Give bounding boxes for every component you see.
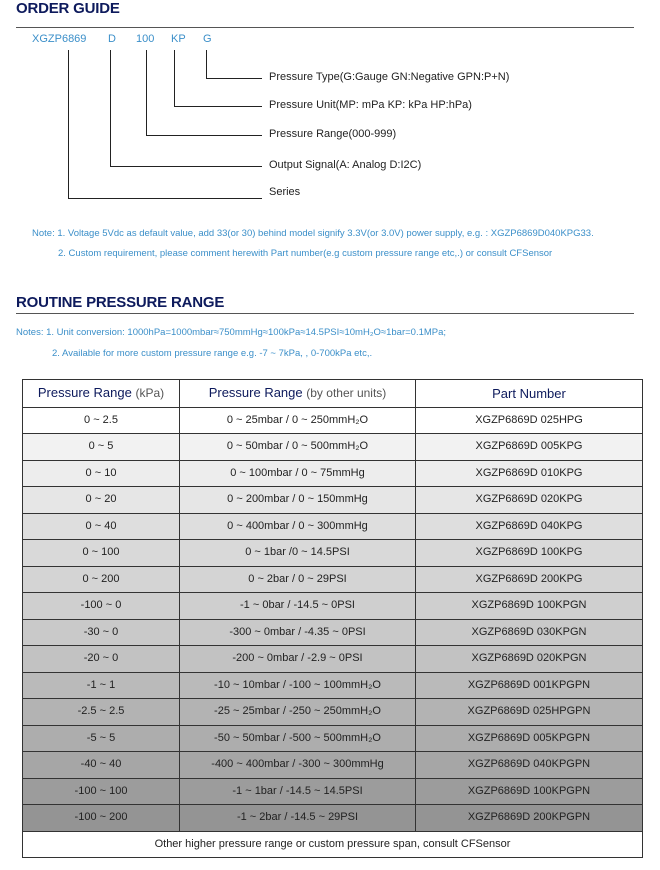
cell-range-kpa: -100 ~ 100 (23, 778, 180, 805)
cell-range-kpa: -40 ~ 40 (23, 752, 180, 779)
order-guide-rule (16, 27, 634, 28)
table-row (23, 805, 643, 832)
cell-range-other: -10 ~ 10mbar / -100 ~ 100mmH₂O (180, 672, 416, 699)
cell-range-other: 0 ~ 2bar / 0 ~ 29PSI (180, 566, 416, 593)
table-header-row (23, 380, 643, 408)
model-part-type: G (203, 33, 212, 45)
table-row (23, 699, 643, 726)
desc-output-signal: Output Signal(A: Analog D:I2C) (269, 159, 422, 171)
table-footer-row (23, 831, 643, 858)
cell-range-kpa: -2.5 ~ 2.5 (23, 699, 180, 726)
cell-range-other: 0 ~ 1bar /0 ~ 14.5PSI (180, 540, 416, 567)
desc-pressure-unit: Pressure Unit(MP: mPa KP: kPa HP:hPa) (269, 99, 472, 111)
cell-range-other: -1 ~ 2bar / -14.5 ~ 29PSI (180, 805, 416, 832)
order-guide-title: ORDER GUIDE (16, 0, 120, 17)
cell-range-kpa: 0 ~ 10 (23, 460, 180, 487)
cell-range-other: 0 ~ 25mbar / 0 ~ 250mmH₂O (180, 407, 416, 434)
desc-pressure-type: Pressure Type(G:Gauge GN:Negative GPN:P+N) (269, 71, 510, 83)
routine-title: ROUTINE PRESSURE RANGE (16, 294, 225, 311)
table-row (23, 593, 643, 620)
routine-rule (16, 313, 634, 314)
table-row (23, 460, 643, 487)
cell-range-kpa: 0 ~ 200 (23, 566, 180, 593)
routine-note-1: Notes: 1. Unit conversion: 1000hPa=1000mbar≈750mmHg≈100kPa≈14.5PSI≈10mH₂O≈1bar=0.1MPa; (16, 327, 447, 338)
table-row (23, 752, 643, 779)
cell-range-kpa: 0 ~ 5 (23, 434, 180, 461)
model-part-unit: KP (171, 33, 186, 45)
table-row (23, 725, 643, 752)
cell-part-number: XGZP6869D 010KPG (416, 460, 643, 487)
order-note-1: Note: 1. Voltage 5Vdc as default value, add 33(or 30) behind model signify 3.3V(or 3.0V) power supply, e.g. : XGZP6869D040KPG33. (32, 228, 594, 239)
cell-range-other: -50 ~ 50mbar / -500 ~ 500mmH₂O (180, 725, 416, 752)
cell-part-number: XGZP6869D 020KPG (416, 487, 643, 514)
cell-range-other: -200 ~ 0mbar / -2.9 ~ 0PSI (180, 646, 416, 673)
table-footer-note: Other higher pressure range or custom pressure span, consult CFSensor (23, 831, 643, 858)
cell-part-number: XGZP6869D 005KPG (416, 434, 643, 461)
table-row (23, 619, 643, 646)
desc-pressure-range: Pressure Range(000-999) (269, 128, 397, 140)
cell-part-number: XGZP6869D 040KPGPN (416, 752, 643, 779)
cell-part-number: XGZP6869D 025HPGPN (416, 699, 643, 726)
cell-range-kpa: -5 ~ 5 (23, 725, 180, 752)
header-other-units: Pressure Range (by other units) (180, 380, 416, 408)
cell-range-other: 0 ~ 400mbar / 0 ~ 300mmHg (180, 513, 416, 540)
table-row (23, 778, 643, 805)
table-row (23, 407, 643, 434)
cell-part-number: XGZP6869D 040KPG (416, 513, 643, 540)
cell-range-kpa: -30 ~ 0 (23, 619, 180, 646)
table-row (23, 566, 643, 593)
table-row (23, 646, 643, 673)
table-row (23, 540, 643, 567)
cell-range-kpa: -100 ~ 200 (23, 805, 180, 832)
cell-range-kpa: 0 ~ 100 (23, 540, 180, 567)
cell-range-other: -400 ~ 400mbar / -300 ~ 300mmHg (180, 752, 416, 779)
table-row (23, 487, 643, 514)
cell-part-number: XGZP6869D 200KPG (416, 566, 643, 593)
cell-part-number: XGZP6869D 100KPGN (416, 593, 643, 620)
cell-range-other: -25 ~ 25mbar / -250 ~ 250mmH₂O (180, 699, 416, 726)
model-part-range: 100 (136, 33, 155, 45)
cell-range-other: -300 ~ 0mbar / -4.35 ~ 0PSI (180, 619, 416, 646)
cell-range-other: 0 ~ 200mbar / 0 ~ 150mmHg (180, 487, 416, 514)
pressure-range-table (22, 379, 643, 858)
cell-part-number: XGZP6869D 100KPG (416, 540, 643, 567)
cell-part-number: XGZP6869D 030KPGN (416, 619, 643, 646)
table-row (23, 434, 643, 461)
cell-range-kpa: 0 ~ 2.5 (23, 407, 180, 434)
cell-part-number: XGZP6869D 001KPGPN (416, 672, 643, 699)
cell-part-number: XGZP6869D 020KPGN (416, 646, 643, 673)
cell-range-kpa: -20 ~ 0 (23, 646, 180, 673)
desc-series: Series (269, 186, 301, 198)
routine-note-2: 2. Available for more custom pressure range e.g. -7 ~ 7kPa, , 0-700kPa etc,. (52, 348, 373, 359)
header-part-number: Part Number (416, 380, 643, 408)
cell-range-kpa: -100 ~ 0 (23, 593, 180, 620)
table-row (23, 513, 643, 540)
header-kpa: Pressure Range (kPa) (23, 380, 180, 408)
model-part-series: XGZP6869 (32, 33, 87, 45)
cell-part-number: XGZP6869D 005KPGPN (416, 725, 643, 752)
cell-range-kpa: 0 ~ 40 (23, 513, 180, 540)
cell-range-other: -1 ~ 1bar / -14.5 ~ 14.5PSI (180, 778, 416, 805)
cell-range-kpa: -1 ~ 1 (23, 672, 180, 699)
table-row (23, 672, 643, 699)
order-note-2: 2. Custom requirement, please comment herewith Part number(e.g custom pressure range etc,.) or consult CFSensor (58, 248, 553, 259)
cell-part-number: XGZP6869D 200KPGPN (416, 805, 643, 832)
cell-part-number: XGZP6869D 100KPGPN (416, 778, 643, 805)
cell-range-other: 0 ~ 50mbar / 0 ~ 500mmH₂O (180, 434, 416, 461)
cell-part-number: XGZP6869D 025HPG (416, 407, 643, 434)
cell-range-other: 0 ~ 100mbar / 0 ~ 75mmHg (180, 460, 416, 487)
cell-range-kpa: 0 ~ 20 (23, 487, 180, 514)
model-part-output: D (108, 33, 116, 45)
cell-range-other: -1 ~ 0bar / -14.5 ~ 0PSI (180, 593, 416, 620)
